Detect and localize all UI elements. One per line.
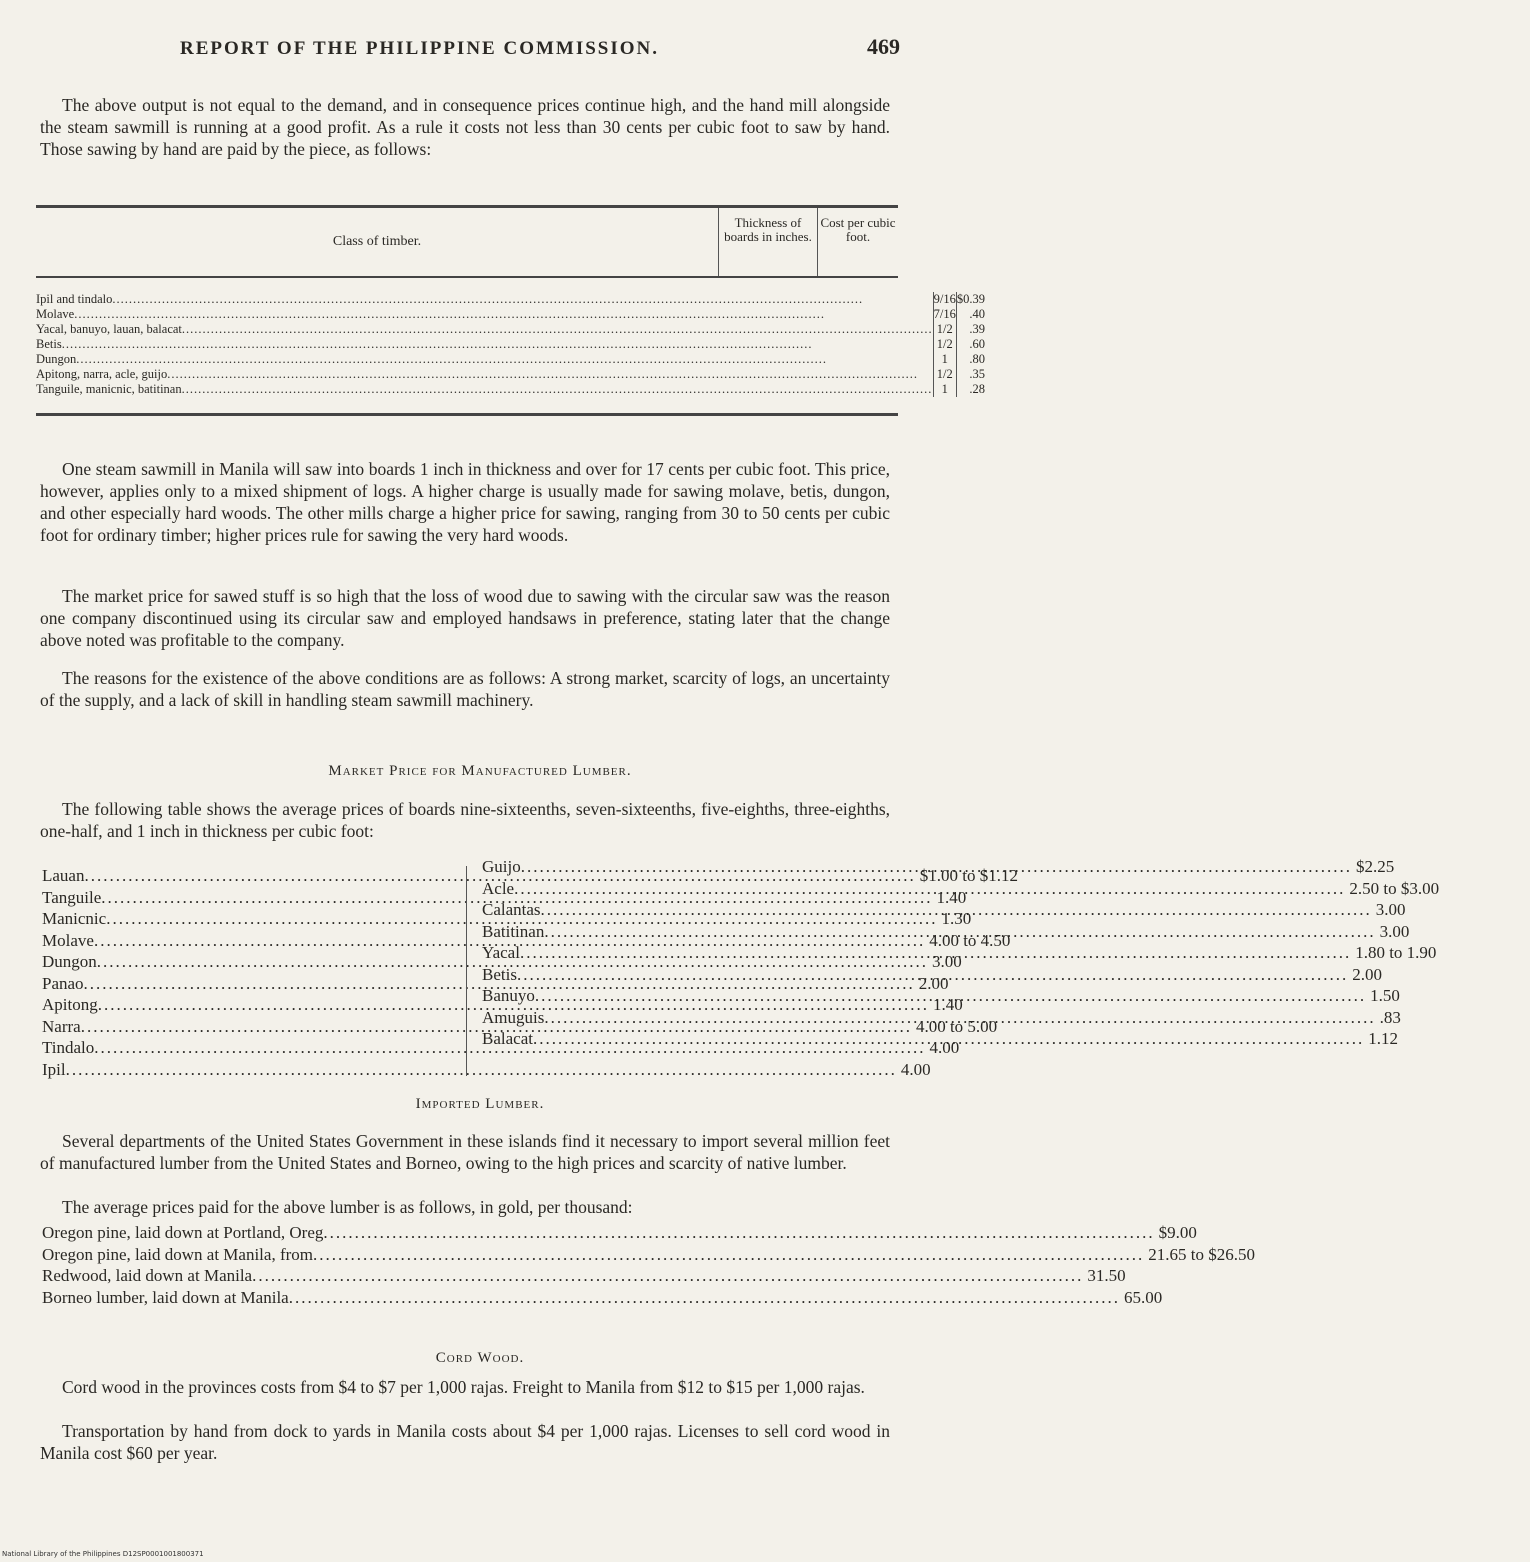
market-section-heading: Market Price for Manufactured Lumber. — [328, 763, 632, 779]
cost-column — [956, 292, 991, 397]
column-divider — [466, 866, 467, 1076]
wood-name: Tanguile — [42, 887, 102, 907]
thickness-column — [933, 292, 956, 397]
table-body — [36, 278, 986, 413]
wood-name: Acle — [482, 878, 515, 898]
table-header — [36, 208, 898, 278]
list-item — [42, 1059, 931, 1081]
wood-name: Lauan — [42, 866, 85, 885]
wood-name: Betis — [482, 964, 517, 984]
class-cell: Apitong, narra, acle, guijo — [36, 367, 168, 381]
library-footer: National Library of the Philippines D12SP0001001800371 — [2, 1550, 204, 1558]
table-row — [36, 307, 933, 322]
wood-name: Apitong — [42, 995, 98, 1014]
wood-price: 1.80 to 1.90 — [1355, 943, 1437, 962]
header-cost: Cost per cubic foot. — [817, 208, 898, 276]
imported-prices-intro: The average prices paid for the above lumber is as follows, in gold, per thousand: — [62, 1197, 633, 1217]
thickness-cell: 1 — [941, 382, 948, 396]
cost-cell: .28 — [969, 382, 986, 396]
thickness-cell: 1/2 — [936, 322, 953, 336]
cord-section-heading: Cord Wood. — [435, 1350, 525, 1366]
cost-cell: .80 — [969, 352, 986, 366]
wood-price: 4.00 — [900, 1059, 931, 1079]
table-row — [36, 352, 933, 367]
wood-name: Ipil — [42, 1059, 66, 1079]
class-cell: Ipil and tindalo — [36, 292, 113, 306]
wood-price: $1.00 to $1.12 — [919, 866, 1018, 885]
wood-name: Amuguis — [482, 1007, 545, 1027]
wood-price: 2.50 to $3.00 — [1349, 878, 1440, 898]
wood-price: 2.00 — [1352, 964, 1382, 984]
wood-name: Balacat — [482, 1029, 533, 1048]
wood-name: Panao — [42, 973, 84, 993]
cost-cell: .35 — [969, 367, 986, 381]
wood-price: 1.40 — [932, 995, 963, 1014]
lumber-price: 31.50 — [1087, 1266, 1126, 1285]
intro-paragraph: The above output is not equal to the demand, and in consequence prices continue high, and the hand mill alongside the steam sawmill is running at a good profit. As a rule it costs not less than 30 cents per cubic foot to saw by hand. Those sawing by hand are paid by the piece, as follows: — [40, 95, 890, 159]
wood-name: Tindalo — [42, 1038, 95, 1057]
thickness-cell: 1/2 — [936, 337, 953, 351]
list-item — [482, 964, 1382, 986]
wood-name: Dungon — [42, 952, 97, 971]
table-row — [36, 382, 933, 397]
lumber-name: Redwood, laid down at Manila — [42, 1266, 253, 1285]
wood-price: 3.00 — [1375, 900, 1406, 919]
thickness-cell: 9/16 — [933, 292, 956, 306]
wood-price: 4.00 to 4.50 — [929, 930, 1011, 950]
cost-cell: .60 — [969, 337, 986, 351]
wood-price: 3.00 — [1379, 921, 1410, 941]
imported-section-heading: Imported Lumber. — [415, 1096, 545, 1112]
wood-price: 1.40 — [936, 887, 967, 907]
wood-price: 4.00 — [929, 1038, 960, 1057]
cost-cell: $0.39 — [956, 292, 986, 306]
table-row — [36, 322, 933, 337]
wood-name: Molave — [42, 930, 94, 950]
wood-name: Yacal — [482, 943, 520, 962]
list-item — [42, 1265, 1126, 1287]
thickness-cell: 7/16 — [933, 307, 956, 321]
header-class: Class of timber. — [332, 234, 422, 249]
cord-paragraph: Cord wood in the provinces costs from $4 to $7 per 1,000 rajas. Freight to Manila from $12 to $15 per 1,000 rajas. — [62, 1377, 865, 1397]
wood-price: $2.25 — [1355, 857, 1395, 876]
imported-paragraph: Several departments of the United States Government in these islands find it necessary to import several million feet of manufactured lumber from the United States and Borneo, owing to the high prices and scarcity of native lumber. — [40, 1131, 890, 1173]
class-cell: Molave — [36, 307, 75, 321]
wood-price: 1.12 — [1368, 1029, 1398, 1048]
list-item — [42, 1244, 1255, 1266]
lumber-name: Borneo lumber, laid down at Manila — [42, 1287, 289, 1307]
wood-price: .83 — [1379, 1007, 1401, 1027]
wood-price: 3.00 — [932, 952, 962, 971]
reasons-paragraph: The reasons for the existence of the above conditions are as follows: A strong market, scarcity of logs, an uncertainty of the supply, and a lack of skill in handling steam sawmill machinery. — [40, 668, 890, 710]
wood-name: Banuyo — [482, 986, 535, 1005]
wood-price: 1.30 — [941, 909, 972, 928]
table-row — [36, 337, 933, 352]
class-cell: Tanguile, manicnic, batitinan — [36, 382, 182, 396]
lumber-name: Oregon pine, laid down at Manila, from — [42, 1244, 313, 1264]
wood-name: Guijo — [482, 857, 521, 876]
header-thickness: Thickness of boards in inches. — [718, 208, 817, 276]
wood-name: Narra — [42, 1016, 81, 1036]
page-number: 469 — [867, 34, 900, 59]
market-price-paragraph: The market price for sawed stuff is so high that the loss of wood due to sawing with the circular saw was the reason one company discontinued using its circular saw and employed handsaws in preference, stating later that the change above noted was profitable to the company. — [40, 586, 890, 650]
thickness-cell: 1/2 — [936, 367, 953, 381]
lumber-price: $9.00 — [1158, 1223, 1197, 1242]
imported-price-list — [42, 1222, 1255, 1308]
cost-cell: .39 — [969, 322, 986, 336]
sawmill-paragraph: One steam sawmill in Manila will saw into boards 1 inch in thickness and over for 17 cents per cubic foot. This price, however, applies only to a mixed shipment of logs. A higher charge is usually made for sawing molave, betis, dungon, and other especially hard woods. The other mills charge a higher price for sawing, ranging from 30 to 50 cents per cubic foot for ordinary timber; higher prices rule for sawing the very hard woods. — [40, 459, 890, 545]
thickness-cell: 1 — [941, 352, 948, 366]
class-cell: Dungon — [36, 352, 77, 366]
lumber-name: Oregon pine, laid down at Portland, Oreg — [42, 1223, 324, 1242]
wood-name: Calantas — [482, 900, 541, 919]
class-cell: Betis — [36, 337, 62, 351]
wood-price: 2.00 — [918, 973, 949, 993]
market-intro-paragraph: The following table shows the average prices of boards nine-sixteenths, seven-sixteenths, five-eighths, three-eighths, one-half, and 1 inch in thickness per cubic foot: — [40, 799, 890, 841]
class-column — [36, 292, 933, 397]
wood-name: Batitinan — [482, 921, 545, 941]
running-head — [40, 34, 900, 68]
list-item — [42, 1222, 1197, 1244]
wood-price: 1.50 — [1370, 986, 1400, 1005]
class-cell: Yacal, banuyo, lauan, balacat — [36, 322, 182, 336]
cost-cell: .40 — [969, 307, 986, 321]
transport-paragraph: Transportation by hand from dock to yards in Manila costs about $4 per 1,000 rajas. Licenses to sell cord wood in Manila cost $60 per year. — [40, 1421, 890, 1463]
lumber-price: 65.00 — [1123, 1287, 1163, 1307]
wood-price: 4.00 to 5.00 — [915, 1016, 998, 1036]
table-row — [36, 292, 933, 307]
wood-name: Manicnic — [42, 909, 107, 928]
table-row — [36, 367, 933, 382]
timber-cost-table — [36, 205, 986, 416]
running-title: REPORT OF THE PHILIPPINE COMMISSION. — [180, 38, 660, 59]
lumber-price: 21.65 to $26.50 — [1148, 1244, 1255, 1264]
list-item — [42, 1287, 1163, 1309]
